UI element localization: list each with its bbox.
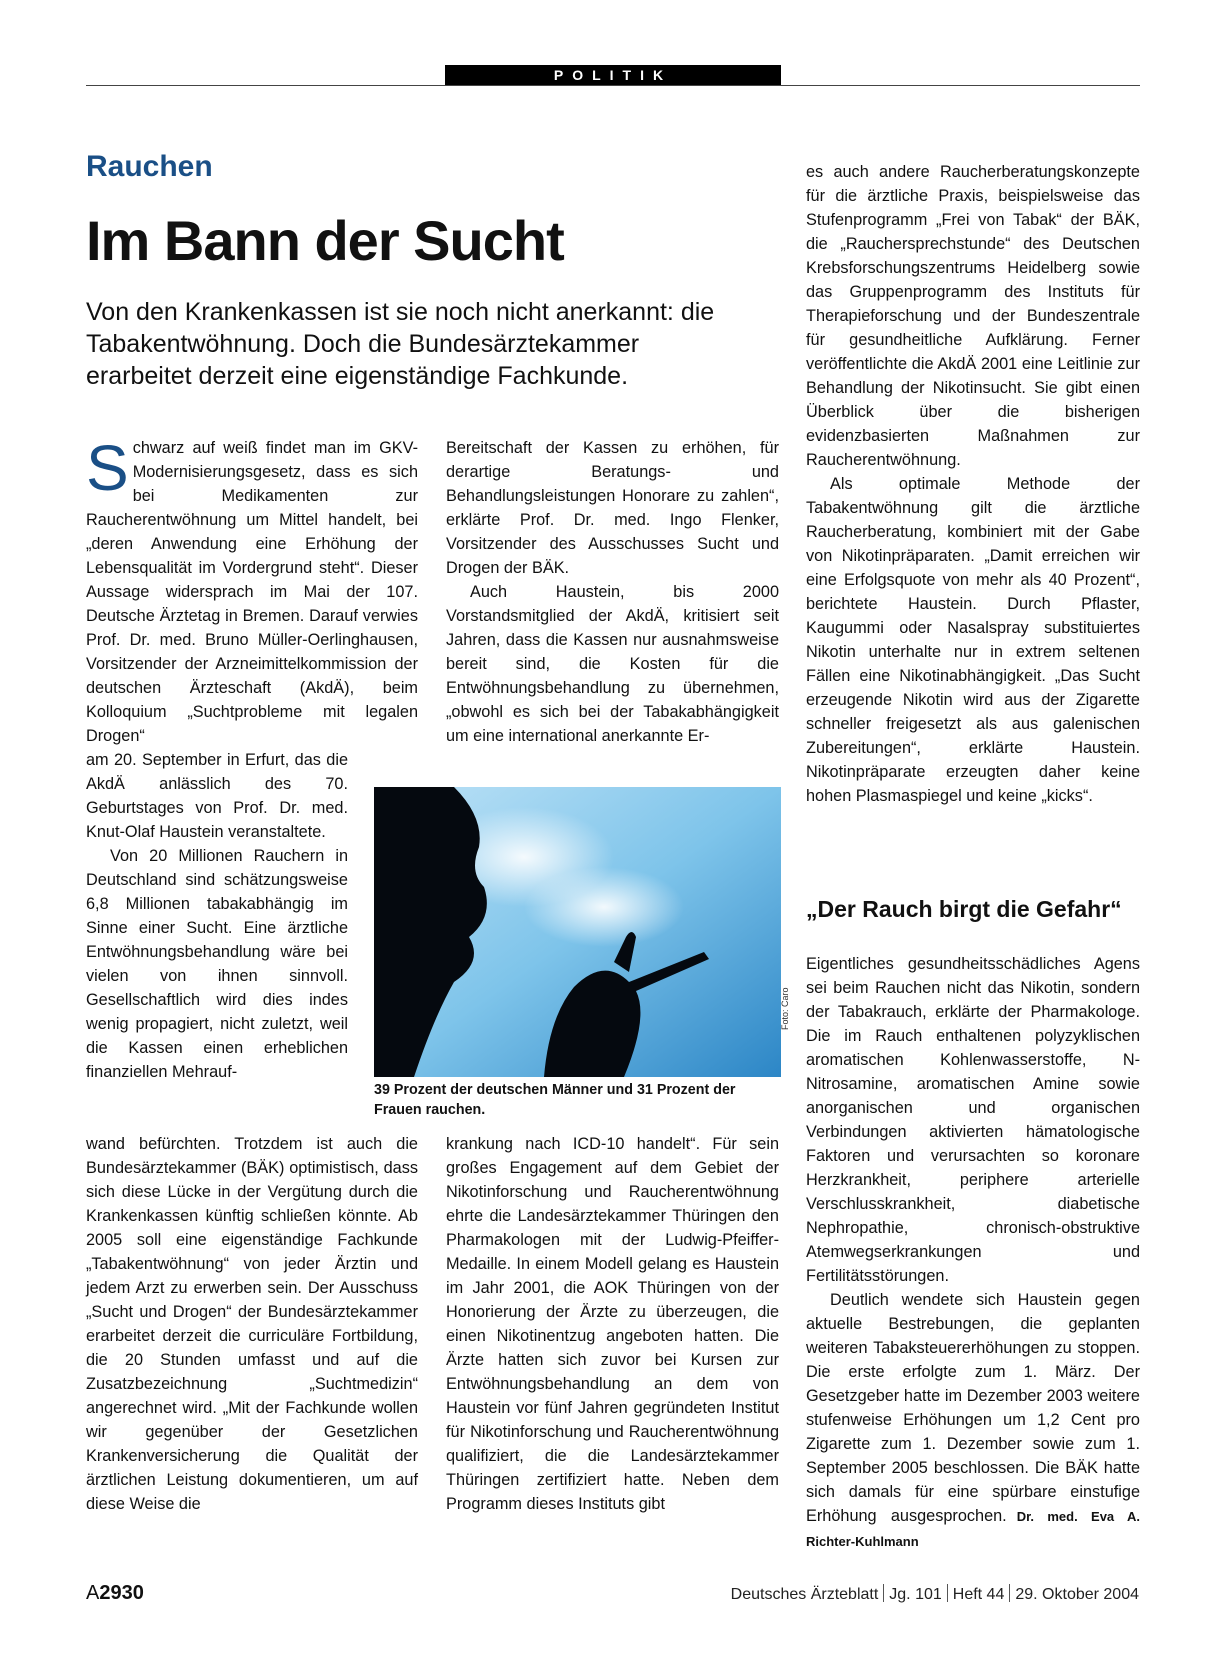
body-paragraph: es auch andere Raucherberatungskonzepte für die ärztliche Praxis, beispielsweise das Stufenprogramm „Frei von Tabak“ der BÄK, die „Rauchersprechstunde“ des Deutschen Krebsforschungszentrums Heidelberg sowie das Gruppenprogramm des Instituts für Therapieforschung und der Bundeszentrale für gesundheitliche Aufklärung. Ferner veröffentlichte die AkdÄ 2001 eine Leitlinie zur Behandlung der Nikotinsucht. Sie gibt einen Überblick über die bisherigen evidenzbasierten Maßnahmen zur Raucherentwöhnung. — [806, 163, 1140, 469]
body-paragraph: Als optimale Methode der Tabakentwöhnung gilt die ärztliche Raucherberatung, kombiniert mit der Gabe von Nikotinpräparaten. „Damit erreichen wir eine Erfolgsquote von mehr als 40 Prozent“, berichtete Haustein. Durch Pflaster, Kaugummi oder Nasalspray substituiertes Nikotin unterhalte nur in extrem seltenen Fällen eine Nikotinabhängigkeit. „Das Sucht erzeugende Nikotin wird aus der Zigarette schneller freigesetzt als aus galenischen Zubereitungen“, erklärte Haustein. Nikotinpräparate erzeugten daher keine hohen Plasmaspiegel und keine „kicks“. — [806, 475, 1140, 805]
page-number-value: 2930 — [99, 1582, 144, 1604]
drop-cap: S — [86, 432, 129, 504]
header-rule — [86, 85, 1140, 86]
volume: Jg. 101 — [889, 1586, 942, 1603]
section-subheading: „Der Rauch birgt die Gefahr“ — [806, 896, 1122, 922]
smoker-photo — [374, 787, 781, 1077]
section-label: POLITIK — [445, 65, 781, 85]
body-paragraph: am 20. September in Erfurt, das die AkdÄ anlässlich des 70. Geburtstages von Prof. Dr. med. Knut-Olaf Haustein veranstaltete. — [86, 751, 348, 841]
column-2-top — [446, 436, 779, 748]
body-paragraph: Von 20 Millionen Rauchern in Deutschland sind schätzungsweise 6,8 Millionen tabakabhängig im Sinne einer Sucht. Eine ärztliche Entwöhnungsbehandlung wäre bei vielen von ihnen sinnvoll. Gesellschaftlich wird dies indes wenig propagiert, nicht zuletzt, weil die Kassen einen erheblichen finanziellen Mehrauf- — [86, 847, 348, 1081]
body-paragraph: Eigentliches gesundheitsschädliches Agens sei beim Rauchen nicht das Nikotin, sondern der Tabakrauch, erklärte der Pharmakologe. Die im Rauch enthaltenen polyzyklischen aromatischen Kohlenwasserstoffe, N-Nitrosamine, aromatischen Amine sowie anorganischen und organischen Verbindungen aktivierten hämatologische Faktoren und verursachten so koronare Herzkrankheit, periphere arterielle Verschlusskrankheit, diabetische Nephropathie, chronisch-obstruktive Atemwegserkrankungen und Fertilitätsstörungen. — [806, 955, 1140, 1285]
smoker-silhouette — [374, 787, 781, 1077]
issue: Heft 44 — [952, 1586, 1005, 1603]
column-2-bottom — [446, 1132, 779, 1516]
body-text: Deutlich wendete sich Haustein gegen aktuelle Bestrebungen, die geplanten weiteren Tabaksteuererhöhungen zu stoppen. Die erste erfolgte zum 1. März. Der Gesetzgeber hatte im Dezember 2003 weitere stufenweise Erhöhungen um 1,2 Cent pro Zigarette zum 1. Dezember sowie zum 1. September 2005 beschlossen. Die BÄK hatte sich damals für eine spürbare einstufige Erhöhung ausgesprochen. — [806, 1291, 1140, 1525]
author-byline: Dr. med. Eva A. Richter-Kuhlmann — [806, 1509, 1140, 1549]
body-paragraph: Auch Haustein, bis 2000 Vorstandsmitglied der AkdÄ, kritisiert seit Jahren, dass die Kassen nur ausnahmsweise bereit sind, die Kosten für die Entwöhnungsbehandlung zu übernehmen, „obwohl es sich bei der Tabakabhängigkeit um eine international anerkannte Er- — [446, 583, 779, 745]
page-number — [86, 1582, 144, 1605]
column-1-wrap — [86, 748, 348, 1084]
divider — [947, 1584, 948, 1602]
article-lead: Von den Krankenkassen ist sie noch nicht anerkannt: die Tabakentwöhnung. Doch die Bundesärztekammer erarbeitet derzeit eine eigenständige Fachkunde. — [86, 298, 715, 390]
body-paragraph — [806, 1288, 1140, 1554]
column-3-top — [806, 160, 1140, 808]
divider — [883, 1584, 884, 1602]
column-1-top — [86, 432, 418, 748]
column-3-bottom — [806, 952, 1140, 1554]
issue-date: 29. Oktober 2004 — [1015, 1586, 1139, 1603]
article-kicker: Rauchen — [86, 150, 213, 183]
page-prefix: A — [86, 1582, 100, 1604]
body-paragraph: krankung nach ICD-10 handelt“. Für sein großes Engagement auf dem Gebiet der Nikotinforschung und Raucherentwöhnung ehrte die Landesärztekammer Thüringen den Pharmakologen mit der Ludwig-Pfeiffer-Medaille. In einem Modell gelang es Haustein im Jahr 2001, die AOK Thüringen von der Honorierung der Ärzte zu überzeugen, die einen Nikotinentzug angeboten hatten. Die Ärzte hatten sich zuvor bei Kursen zur Entwöhnungsbehandlung an dem von Haustein vor fünf Jahren gegründeten Institut für Nikotinforschung und Raucherentwöhnung qualifiziert, die die Landesärztekammer Thüringen zertifiziert hatte. Neben dem Programm dieses Instituts gibt — [446, 1135, 779, 1513]
article-headline: Im Bann der Sucht — [86, 209, 564, 272]
column-1-bottom — [86, 1132, 418, 1516]
body-paragraph: chwarz auf weiß findet man im GKV-Modernisierungsgesetz, dass es sich bei Medikamenten zur Raucherentwöhnung um Mittel handelt, bei „deren Anwendung eine Erhöhung der Lebensqualität im Vordergrund steht“. Dieser Aussage widersprach im Mai der 107. Deutsche Ärztetag in Bremen. Darauf verwies Prof. Dr. med. Bruno Müller-Oerlinghausen, Vorsitzender der Arzneimittelkommission der deutschen Ärzteschaft (AkdÄ), beim Kolloquium „Suchtprobleme mit legalen Drogen“ — [86, 439, 418, 745]
photo-credit: Foto: Caro — [780, 987, 790, 1030]
journal-name: Deutsches Ärzteblatt — [730, 1586, 879, 1603]
footer-citation — [731, 1584, 1139, 1604]
body-paragraph: wand befürchten. Trotzdem ist auch die Bundesärztekammer (BÄK) optimistisch, dass sich diese Lücke in der Vergütung durch die Krankenkassen künftig schließen könnte. Ab 2005 soll eine eigenständige Fachkunde „Tabakentwöhnung“ von jeder Ärztin und jedem Arzt zu erwerben sein. Der Ausschuss „Sucht und Drogen“ der Bundesärztekammer erarbeitet derzeit die curriculäre Fortbildung, die 20 Stunden umfasst und auf die Zusatzbezeichnung „Suchtmedizin“ angerechnet wird. „Mit der Fachkunde wollen wir gegenüber der Gesetzlichen Krankenversicherung die Qualität der ärztlichen Leistung dokumentieren, um auf diese Weise die — [86, 1135, 418, 1513]
divider — [1009, 1584, 1010, 1602]
body-paragraph: Bereitschaft der Kassen zu erhöhen, für derartige Beratungs- und Behandlungsleistungen Honorare zu zahlen“, erklärte Prof. Dr. med. Ingo Flenker, Vorsitzender des Ausschusses Sucht und Drogen der BÄK. — [446, 439, 779, 577]
photo-caption: 39 Prozent der deutschen Männer und 31 Prozent der Frauen rauchen. — [374, 1082, 736, 1118]
